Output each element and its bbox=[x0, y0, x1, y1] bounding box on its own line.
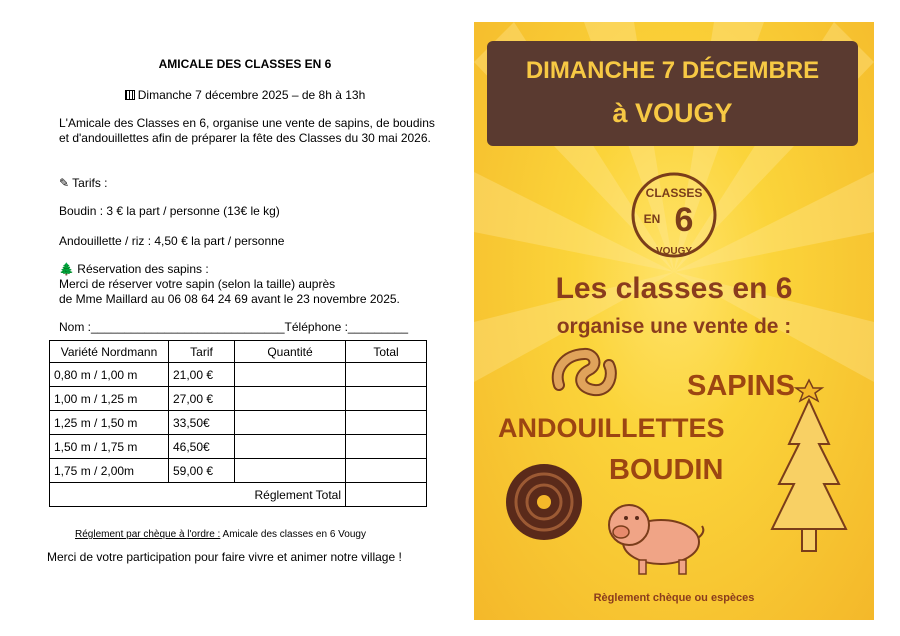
reservation-line2: de Mme Maillard au 06 08 64 24 69 avant le 23 novembre 2025. bbox=[59, 292, 400, 306]
sausage-illustration bbox=[549, 340, 624, 415]
table-row bbox=[50, 459, 427, 483]
size-cell: 0,80 m / 1,00 m bbox=[50, 363, 169, 387]
reservation-line1: Merci de réserver votre sapin (selon la taille) auprès bbox=[59, 277, 336, 291]
payment-payee: Amicale des classes en 6 Vougy bbox=[220, 529, 366, 540]
event-poster bbox=[474, 22, 874, 620]
header-variety: Variété Nordmann bbox=[50, 341, 169, 363]
logo-en-text: EN bbox=[643, 212, 661, 226]
quantity-cell[interactable] bbox=[235, 435, 346, 459]
price-cell: 27,00 € bbox=[169, 387, 235, 411]
classes-en-6-logo bbox=[612, 171, 736, 263]
table-row bbox=[50, 387, 427, 411]
poster-headline: Les classes en 6 bbox=[555, 272, 793, 305]
total-cell[interactable] bbox=[346, 363, 427, 387]
price-cell: 33,50€ bbox=[169, 411, 235, 435]
total-row bbox=[50, 483, 427, 507]
quantity-cell[interactable] bbox=[235, 363, 346, 387]
tarifs-heading: ✎ Tarifs : bbox=[59, 176, 108, 190]
total-cell[interactable] bbox=[346, 459, 427, 483]
andouillette-price: Andouillette / riz : 4,50 € la part / personne bbox=[59, 234, 285, 248]
thanks-text: Merci de votre participation pour faire vivre et animer notre village ! bbox=[47, 550, 402, 564]
name-phone-field[interactable]: Nom :_____________________________Téléphone :_________ bbox=[59, 320, 408, 334]
size-cell: 1,00 m / 1,25 m bbox=[50, 387, 169, 411]
table-header-row bbox=[50, 341, 427, 363]
total-label: Réglement Total bbox=[50, 483, 346, 507]
poster-footer: Règlement chèque ou espèces bbox=[593, 592, 755, 604]
total-cell[interactable] bbox=[346, 411, 427, 435]
quantity-cell[interactable] bbox=[235, 387, 346, 411]
date-line bbox=[0, 88, 490, 102]
reservation-block bbox=[59, 262, 439, 307]
table-row bbox=[50, 435, 427, 459]
table-row bbox=[50, 411, 427, 435]
banner-place: à VOUGY bbox=[612, 98, 733, 128]
item-boudin: BOUDIN bbox=[609, 454, 724, 486]
boudin-coil-illustration bbox=[499, 457, 589, 547]
header-total: Total bbox=[346, 341, 427, 363]
size-cell: 1,25 m / 1,50 m bbox=[50, 411, 169, 435]
size-cell: 1,50 m / 1,75 m bbox=[50, 435, 169, 459]
boudin-price: Boudin : 3 € la part / personne (13€ le kg) bbox=[59, 204, 280, 218]
intro-text: L'Amicale des Classes en 6, organise une vente de sapins, de boudins et d'andouillettes afin de préparer la fête des Classes du 30 mai 2026. bbox=[59, 116, 435, 145]
logo-bottom-text: VOUGY bbox=[655, 246, 693, 257]
form-title: AMICALE DES CLASSES EN 6 bbox=[158, 57, 332, 71]
item-andouillettes: ANDOUILLETTES bbox=[498, 413, 725, 443]
logo-number: 6 bbox=[674, 201, 694, 239]
christmas-tree-illustration bbox=[764, 374, 854, 579]
quantity-cell[interactable] bbox=[235, 459, 346, 483]
calendar-icon bbox=[125, 90, 135, 100]
payment-note bbox=[75, 529, 366, 540]
reservation-heading: 🌲 Réservation des sapins : bbox=[59, 262, 209, 276]
total-cell[interactable] bbox=[346, 387, 427, 411]
poster-subheadline: organise une vente de : bbox=[556, 315, 792, 338]
size-cell: 1,75 m / 2,00m bbox=[50, 459, 169, 483]
price-cell: 46,50€ bbox=[169, 435, 235, 459]
order-table bbox=[49, 340, 427, 507]
date-banner bbox=[487, 41, 858, 146]
grand-total-cell[interactable] bbox=[346, 483, 427, 507]
table-row bbox=[50, 363, 427, 387]
payment-label: Réglement par chèque à l'ordre : bbox=[75, 529, 221, 540]
header-price: Tarif bbox=[169, 341, 235, 363]
item-sapins: SAPINS bbox=[687, 370, 795, 402]
quantity-cell[interactable] bbox=[235, 411, 346, 435]
total-cell[interactable] bbox=[346, 435, 427, 459]
banner-date: DIMANCHE 7 DÉCEMBRE bbox=[525, 57, 820, 84]
logo-top-text: CLASSES bbox=[645, 186, 703, 200]
pig-illustration bbox=[599, 490, 709, 585]
header-quantity: Quantité bbox=[235, 341, 346, 363]
price-cell: 21,00 € bbox=[169, 363, 235, 387]
price-cell: 59,00 € bbox=[169, 459, 235, 483]
date-text: Dimanche 7 décembre 2025 – de 8h à 13h bbox=[137, 88, 366, 102]
